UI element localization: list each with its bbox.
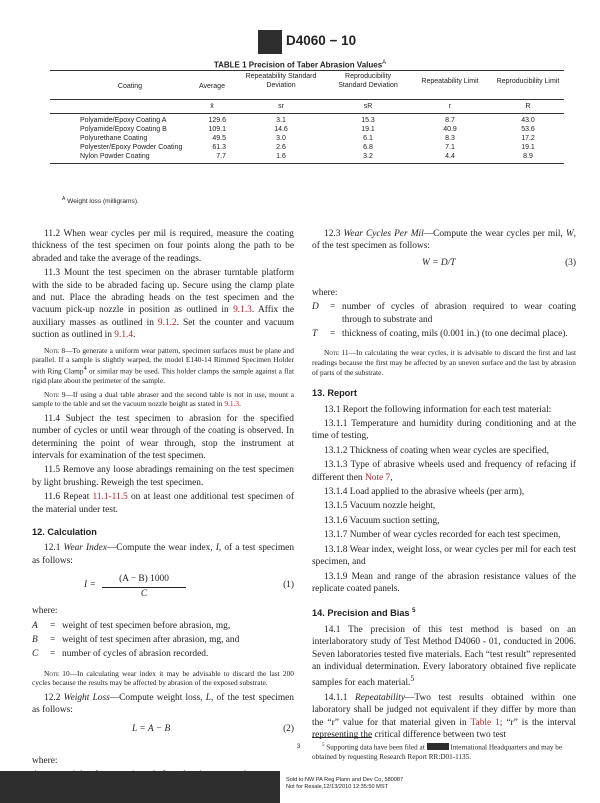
table-cell: 4.4 <box>445 153 455 160</box>
section-heading-13: 13. Report <box>312 388 357 399</box>
table-top-rule <box>50 70 564 71</box>
table-cell: Polyamide/Epoxy Coating A <box>80 117 167 124</box>
para-14-1-1: 14.1.1 Repeatability—Two test results obtained within one laboratory shall be judged not equivalent if they differ by more than the “r” value for that material given in Table 1; “r” is the interval representing the critical difference between two test <box>312 692 577 741</box>
definitions-1 <box>32 620 294 661</box>
col-header-average: Average <box>199 83 225 90</box>
para-12-1: 12.1 Wear Index—Compute the wear index, I, of a test specimen as follows: <box>32 543 295 566</box>
footnote-rule <box>312 737 372 738</box>
table-cell: 1.6 <box>276 153 286 160</box>
table-cell: 14.6 <box>274 126 288 133</box>
footer-redaction-bar <box>0 771 280 803</box>
table-cell: 7.1 <box>445 144 455 151</box>
note-11: Note 11—In calculating the wear cycles, it is advisable to discard the first and last readings because the first may be affected by an uneven surface and the last by abrasion of parts of the substrate. <box>312 348 576 377</box>
equation-2 <box>32 723 294 741</box>
table-bottom-rule <box>50 163 564 164</box>
license-stamp: Sold to:NW PA Reg Plann and Dev Co, 580087 Not for Resale,12/13/2010 12:35:50 MST <box>286 777 404 790</box>
symbol-sR: sR <box>363 103 373 110</box>
footnote-5: $^5$ Supporting data have been filed at International Headquarters and may be obtained by requesting Research Report RR:D01-1135. <box>312 743 563 761</box>
right-column <box>312 228 576 744</box>
col-header-reproducibility-limit: Reproducibility Limit <box>496 78 560 85</box>
link-11-1-11-5[interactable]: 11.1-11.5 <box>92 492 128 503</box>
where-1: where: <box>32 606 58 617</box>
table-row <box>50 117 564 126</box>
definition-item: B = weight of test specimen after abrasion, mg, and <box>32 634 240 645</box>
table-cell: 40.9 <box>443 126 457 133</box>
para-13-1-2: 13.1.2 Thickness of coating when wear cycles are specified, <box>324 445 550 456</box>
table-symbol-row <box>50 103 564 112</box>
equation-3-body: W = D/T <box>422 257 456 268</box>
table-cell: Polyester/Epoxy Powder Coating <box>80 144 183 151</box>
table-cell: 19.1 <box>521 144 535 151</box>
link-table-1[interactable]: Table 1 <box>470 717 500 728</box>
section-heading-12: 12. Calculation <box>32 526 97 537</box>
table-cell: 61.3 <box>212 144 226 151</box>
table-row <box>50 135 564 144</box>
col-header-repeatability-sd: Repeatability Standard Deviation <box>245 73 317 89</box>
table-row <box>50 144 564 153</box>
table-cell: 2.6 <box>276 144 286 151</box>
definition-item: A = weight of test specimen before abrasion, mg, <box>32 620 231 631</box>
equation-1-tag: (1) <box>283 580 294 591</box>
equation-1-lhs: I = <box>84 580 96 591</box>
table-cell: 7.7 <box>216 153 226 160</box>
table-cell: 53.6 <box>521 126 535 133</box>
link-9-1-3-note[interactable]: 9.1.3 <box>224 399 240 409</box>
symbol-r: r <box>448 103 452 110</box>
equation-3-tag: (3) <box>565 257 576 268</box>
redaction-block <box>427 743 449 750</box>
table-header-row <box>50 72 564 102</box>
table-row <box>50 126 564 135</box>
para-11-2: 11.2 When wear cycles per mil is required, measure the coating thickness of the test specimen on four points along the path to be abraded and take the average of the readings. <box>32 229 294 264</box>
para-13-1-9: 13.1.9 Mean and range of the abrasion resistance values of the replicate coated panels. <box>312 571 576 594</box>
table-cell: 8.7 <box>445 117 455 124</box>
table-cell: 6.1 <box>363 135 373 142</box>
left-column <box>32 228 294 798</box>
table-cell: 17.2 <box>521 135 535 142</box>
table-cell: 3.1 <box>276 117 286 124</box>
para-12-2: 12.2 Weight Loss—Compute weight loss, L, of the test specimen as follows: <box>32 692 294 716</box>
definitions-3 <box>312 301 576 340</box>
table-header-rule <box>50 99 564 100</box>
para-14-1: 14.1 The precision of this test method is based on an interlaboratory study of Test Method D4060 - 01, conducted in 2006. Seven laboratories tested five materials. Each “test result” represented an individual determination. Every laboratory obtained five replicate samples for each material.$^5$ <box>312 624 576 689</box>
para-13-1-5: 13.1.5 Vacuum nozzle height, <box>324 501 436 512</box>
table-cell: 8.3 <box>445 135 455 142</box>
table-cell: 109.1 <box>208 126 226 133</box>
table-cell: 8.9 <box>523 153 533 160</box>
link-9-1-4[interactable]: 9.1.4 <box>114 330 134 341</box>
table-cell: 15.3 <box>361 117 375 124</box>
table-cell: 6.8 <box>363 144 373 151</box>
table-footnote: $^A$ Weight loss (milligrams). <box>62 196 139 206</box>
para-11-3: 11.3 Mount the test specimen on the abraser turntable platform with the side to be abraded facing up. Secure using the clamp plate and nut. Place the abrading heads on the test specimen and the vacuum pick-up nozzle in position as outlined in 9.1.3. Affix the auxiliary masses as outlined in 9.1.2. Set the counter and vacuum suction as outlined in 9.1.4. <box>32 268 295 341</box>
para-13-1-3: 13.1.3 Type of abrasive wheels used and frequency of refacing if different then Note 7, <box>312 460 576 483</box>
table-cell: Polyurethane Coating <box>80 135 148 142</box>
definition-item: C = number of cycles of abrasion recorded. <box>32 649 209 660</box>
para-11-4: 11.4 Subject the test specimen to abrasion for the specified number of cycles or until wear through of the coating is observed. In determining the point of wear through, stop the instrument at intervals for examination of the test specimen. <box>32 413 294 461</box>
para-13-1-1: 13.1.1 Temperature and humidity during conditioning and at the time of testing, <box>312 419 576 442</box>
section-heading-14: 14. Precision and Bias $^5$ <box>312 608 416 619</box>
table-row <box>50 153 564 162</box>
table-cell: Polyamide/Epoxy Coating B <box>80 126 167 133</box>
para-13-1-7: 13.1.7 Number of wear cycles recorded for each test specimen, <box>324 530 561 541</box>
equation-2-body: L = A − B <box>132 723 171 734</box>
col-header-repeatability-limit: Repeatability Limit <box>421 78 479 85</box>
table-cell: 43.0 <box>521 117 535 124</box>
page-number: 3 <box>297 744 301 750</box>
link-9-1-2[interactable]: 9.1.2 <box>157 317 177 328</box>
col-header-reproducibility-sd: Reproducibility Standard Deviation <box>338 73 398 89</box>
para-13-1: 13.1 Report the following information for each test material: <box>324 404 552 415</box>
table-cell: 129.6 <box>208 117 226 124</box>
note-8: Note 8—To generate a uniform wear pattern, specimen surfaces must be plane and parallel. If a sample is slightly warped, the model E140-14 Rimmed Specimen Holder with Ring Clamp$^4$ or similar may be used. This holder clamps the sample against a flat rigid plate about the perimeter of the sample. <box>32 345 294 385</box>
para-13-1-4: 13.1.4 Load applied to the abrasive wheels (per arm), <box>324 487 525 498</box>
equation-1 <box>32 573 294 597</box>
standards-logo <box>258 30 282 54</box>
note-9: Note 9—If using a dual table abraser and the second table is not in use, mount a sample to the table and set the vacuum nozzle height as stated in 9.1.3. <box>32 389 294 409</box>
symbol-R: R <box>525 103 531 110</box>
link-9-1-3[interactable]: 9.1.3 <box>233 305 252 316</box>
table-cell: Nylon Powder Coating <box>80 153 150 160</box>
symbol-average: x̄ <box>210 103 214 110</box>
table-cell: 49.5 <box>212 135 226 142</box>
table-title: TABLE 1 Precision of Taber Abrasion Values$^A$ <box>213 60 387 70</box>
equation-1-fraction: $\frac{(A - B) 1000}{C}$ <box>102 573 186 600</box>
symbol-sr: sr <box>278 103 284 110</box>
para-11-5: 11.5 Remove any loose abradings remaining on the test specimen by light brushing. Reweigh the test specimen. <box>32 465 294 488</box>
table-cell: 3.2 <box>363 153 373 160</box>
note-10: Note 10—In calculating wear index it may be advisable to discard the last 200 cycles because the results may be affected by abrasion of the exposed substrate. <box>32 668 295 688</box>
equation-2-tag: (2) <box>283 723 294 734</box>
para-13-1-8: 13.1.8 Wear index, weight loss, or wear cycles per mil for each test specimen, and <box>312 544 576 568</box>
where-3: where: <box>312 287 338 298</box>
document-id: D4060 − 10 <box>286 33 357 48</box>
table-cell: 19.1 <box>361 126 375 133</box>
where-2: where: <box>32 755 58 766</box>
col-header-coating: Coating <box>117 83 143 90</box>
table-symbol-rule <box>50 113 564 114</box>
table-cell: 3.0 <box>276 135 286 142</box>
link-note-7[interactable]: Note 7 <box>364 472 391 483</box>
para-12-3: 12.3 Wear Cycles Per Mil—Compute the wear cycles per mil, W, of the test specimen as follows: <box>312 229 576 252</box>
definition-item: T = thickness of coating, mils (0.001 in.) (to one decimal place). <box>312 329 568 340</box>
para-13-1-6: 13.1.6 Vacuum suction setting, <box>324 515 440 526</box>
equation-3 <box>312 257 576 273</box>
para-11-6: 11.6 Repeat 11.1-11.5 on at least one additional test specimen of the material under test. <box>32 492 294 515</box>
definition-item: D = number of cycles of abrasion required to wear coating through to substrate and <box>312 302 576 325</box>
